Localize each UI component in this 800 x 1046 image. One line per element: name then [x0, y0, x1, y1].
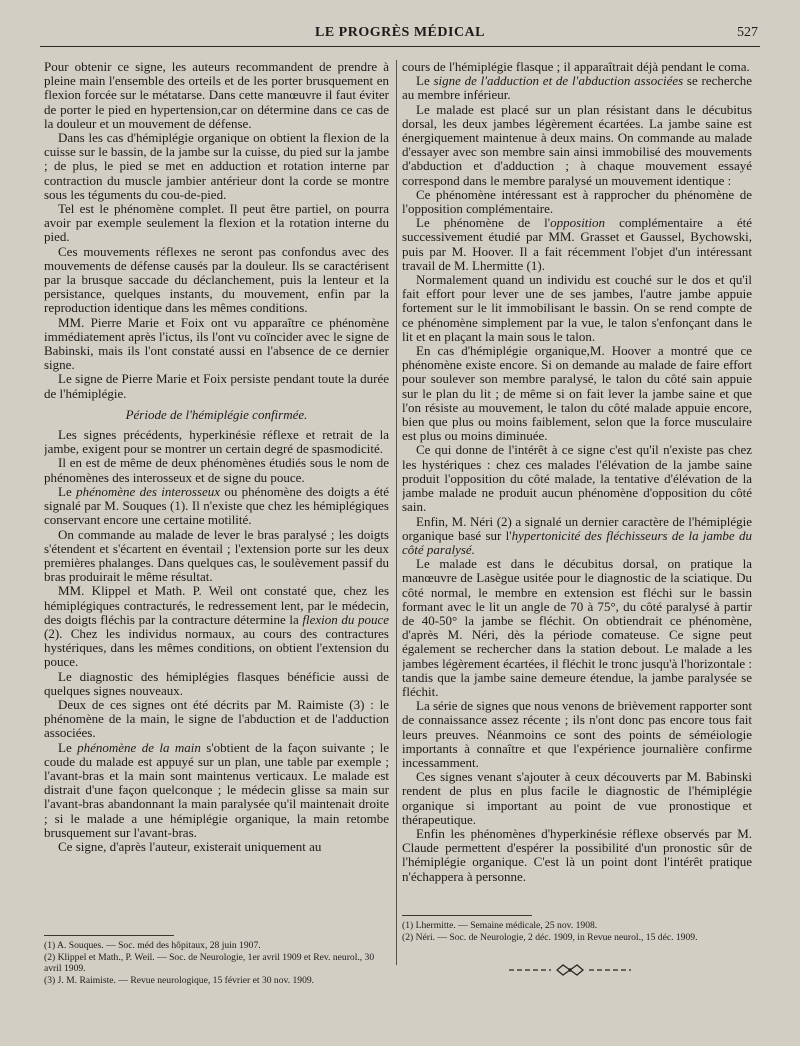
text-run: ou phénomène des doigts a été signalé par M. Souques (1). Il n'existe que chez les hémiplégiques conservant encore une certaine motilité.	[44, 483, 389, 528]
text-run: MM. Klippel et Math. P. Weil ont constaté que, chez les hémiplégiques contracturés, le redressement lent, par le médecin, des doigts fléchis par la contracture détermine la	[44, 583, 389, 627]
footnote: (2) Klippel et Math., P. Weil. — Soc. de Neurologie, 1er avril 1909 et Rev. neurol., 30 avril 1909.	[44, 951, 375, 974]
paragraph	[402, 515, 752, 558]
left-footnotes	[44, 935, 389, 986]
footnote: (2) Néri. — Soc. de Neurologie, 2 déc. 1909, in Revue neurol., 15 déc. 1909.	[402, 931, 698, 943]
text-run: se recherche au membre inférieur.	[402, 73, 752, 103]
footnote-rule	[44, 935, 174, 936]
text-run: complémentaire a été successivement étudié par MM. Grasset et Gaussel, Bychowski, puis par M. Hoover. Il a fait récemment l'objet d'un intéressant travail de M. Lhermitte (1).	[402, 215, 752, 273]
text-run: Le phénomène de l'	[416, 215, 551, 231]
text-run: (2). Chez les individus normaux, au cours des contractures hystériques, dans les mêmes conditions, on obtient l'extension du pouce.	[44, 625, 389, 670]
paragraph: Tel est le phénomène complet. Il peut être partiel, on pourra avoir par exemple seulement la flexion et la rotation interne du pied.	[44, 201, 389, 245]
text-run: Le	[58, 483, 77, 499]
paragraph: Ce phénomène intéressant est à rapprocher du phénomène de l'opposition complémentaire.	[402, 186, 752, 217]
left-column	[44, 60, 389, 965]
text-run: Le	[58, 739, 78, 755]
journal-title: LE PROGRÈS MÉDICAL	[314, 25, 486, 40]
paragraph: Ces mouvements réflexes ne seront pas confondus avec des mouvements de défense causés par la douleur. Ils se caractérisent par la brusque saccade du déclanchement, puis la lenteur et la persistance, quelques instants, du mouvement, enfin par la reproduction identique dans les mêmes conditions.	[44, 243, 389, 316]
paragraph: Le signe de Pierre Marie et Foix persiste pendant toute la durée de l'hémiplégie.	[44, 371, 389, 401]
text-run: Le	[416, 73, 434, 89]
footnote: (3) J. M. Raimiste. — Revue neurologique, 15 février et 30 nov. 1909.	[44, 974, 315, 986]
italic-term: hypertonicité des fléchisseurs de la jambe du côté paralysé.	[402, 527, 752, 557]
paragraph: Dans les cas d'hémiplégie organique on obtient la flexion de la cuisse sur le bassin, de la jambe sur la cuisse, du pied sur la jambe ; de plus, le pied se met en adduction et rotation interne par contraction du muscle jambier antérieur dont la corde se montre sous les téguments du cou-de-pied.	[44, 130, 389, 202]
footnote: (1) A. Souques. — Soc. méd des hôpitaux, 28 juin 1907.	[44, 940, 261, 951]
italic-term: flexion du pouce	[302, 611, 389, 627]
italic-term: opposition	[550, 215, 606, 231]
paragraph: Les signes précédents, hyperkinésie réflexe et retrait de la jambe, exigent pour se montrer un certain degré de spasmodicité.	[44, 427, 389, 457]
paragraph: MM. Pierre Marie et Foix ont vu apparaître ce phénomène immédiatement après l'ictus, ils l'ont vu coïncider avec le signe de Babinski, mais ils l'ont constaté aussi en l'absence de ce dernier signe.	[44, 314, 389, 373]
paragraph: La série de signes que nous venons de brièvement rapporter sont de connaissance assez récente ; ils n'ont donc pas encore tous fait leurs preuves. Néanmoins ce sont des points de séméiologie importants à connaître et que l'expérience journalière confirme incessamment.	[402, 698, 752, 770]
text-run: Enfin, M. Néri (2) a signalé un dernier caractère de l'hémiplégie organique basé sur l'	[402, 513, 752, 543]
paragraph	[44, 741, 389, 840]
end-ornament	[505, 962, 635, 978]
right-column	[402, 60, 752, 910]
paragraph: En cas d'hémiplégie organique,M. Hoover a montré que ce phénomène existe encore. Si on demande au malade de faire effort pour soulever son membre paralysé, le talon du côté sain appuie sur le plan du lit ; de même si on fait lever la jambe saine et que l'on résiste au mouvement, le talon du côté malade appuie encore, bien que plus ou moins faiblement, selon que la force musculaire est plus ou moins diminuée.	[402, 343, 752, 444]
paragraph: Ce signe, d'après l'auteur, existerait uniquement au	[58, 838, 322, 854]
paragraph: Ce qui donne de l'intérêt à ce signe c'est qu'il n'existe pas chez les hystériques : chez ces malades l'élévation de la jambe saine produit l'opposition du côté malade, la tentative d'élévation de la jambe malade ne produit aucun phénomène d'opposition du côté sain.	[402, 442, 752, 515]
paragraph	[402, 216, 752, 273]
italic-term: phénomène des interosseux	[76, 483, 220, 499]
paragraph: Deux de ces signes ont été décrits par M. Raimiste (3) : le phénomène de la main, le signe de l'abduction et de l'adduction associées.	[44, 696, 389, 741]
paragraph: Le malade est dans le décubitus dorsal, on pratique la manœuvre de Lasègue usitée pour le diagnostic de la sciatique. Du côté normal, le membre en extension est fléchi sur le bassin formant avec le lit un angle de 70 à 75°, du côté paralysé à partir de 40-50° la jambe se fléchit. On obtiendrait ce phénomène, d'après M. Néri, dès la période comateuse. Ce signe peut également se rechercher dans la station debout. Le malade a les jambes légèrement écartées, il fléchit le tronc jusqu'à l'horizontale : tandis que la jambe saine demeure étendue, la jambe paralysée se fléchit.	[402, 556, 752, 699]
text-run: s'obtient de la façon suivante ; le coude du malade est appuyé sur un plan, une table par exemple ; l'avant-bras et la main sont maintenus verticaux. Le malade est distrait d'une façon quelconque ; le médecin glisse sa main sur l'avant-bras abandonnant la main paralysée qu'il maintenait droite ; si le malade a une hémiplégie organique, la main retombe brusquement sur l'avant-bras.	[44, 739, 389, 840]
paragraph: Le malade est placé sur un plan résistant dans le décubitus dorsal, les deux jambes légèrement écartées. La jambe saine est énergiquement maintenue à deux mains. On commande au malade d'essayer avec son membre sain ainsi immobilisé des mouvements d'abduction et d'adduction ; à chaque mouvement essayé correspond dans le membre paralysé un mouvement identique :	[402, 101, 752, 188]
paragraph: cours de l'hémiplégie flasque ; il apparaîtrait déjà pendant le coma.	[402, 60, 750, 74]
section-heading: Période de l'hémiplégie confirmée.	[125, 406, 308, 422]
paragraph	[44, 485, 389, 528]
paragraph: Pour obtenir ce signe, les auteurs recommandent de prendre à pleine main l'ensemble des orteils et de les porter brusquement en flexion forcée sur le métatarse. Dans cette manœuvre il faut éviter de porter le pied en hypertension,car on détermine dans ce cas de la douleur et un mouvement de défense.	[44, 60, 389, 131]
paragraph: Le diagnostic des hémiplégies flasques bénéficie aussi de quelques signes nouveaux.	[44, 668, 389, 698]
italic-term: phénomène de la main	[77, 739, 201, 755]
paragraph	[44, 584, 389, 669]
running-head	[40, 22, 760, 47]
paragraph: Ces signes venant s'ajouter à ceux découverts par M. Babinski rendent de plus en plus facile le diagnostic de l'hémiplégie organique si important au point de vue pronostique et thérapeutique.	[402, 769, 752, 827]
paragraph: Enfin les phénomènes d'hyperkinésie réflexe observés par M. Claude permettent d'espérer la possibilité d'un pronostic sûr de l'hémiplégie organique. C'est là un point dont l'intérêt pratique n'échappera à personne.	[402, 825, 752, 884]
paragraph: Normalement quand un individu est couché sur le dos et qu'il fait effort pour lever une de ses jambes, l'autre jambe appuie fortement sur le lit immobilisant le bassin. On se rend compte de ce phénomène simplement par la vue, le talon s'enfonçant dans le lit et en plaçant la main sous le talon.	[402, 272, 752, 344]
footnote: (1) Lhermitte. — Semaine médicale, 25 nov. 1908.	[402, 920, 598, 931]
paragraph	[402, 74, 752, 102]
paragraph: Il en est de même de deux phénomènes étudiés sous le nom de phénomènes des interosseux et de signe du pouce.	[44, 455, 389, 485]
paragraph: On commande au malade de lever le bras paralysé ; les doigts s'étendent et s'écartent en éventail ; l'extension porte sur les deux premières phalanges. Dans quelques cas, le soulèvement passif du bras produirait le même résultat.	[44, 526, 389, 585]
right-footnotes	[402, 915, 752, 943]
column-rule	[396, 60, 397, 965]
italic-term: signe de l'adduction et de l'abduction associées	[433, 73, 684, 89]
page-number: 527	[737, 25, 758, 40]
footnote-rule	[402, 915, 532, 916]
